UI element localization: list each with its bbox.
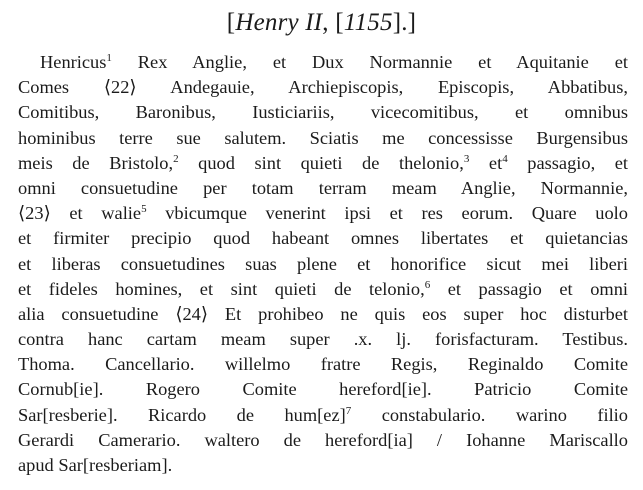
text-segment: passagio, et	[507, 152, 629, 173]
text-segment: quod sint quieti de thelonio,	[178, 152, 464, 173]
text-segment: apud Sar[resberiam].	[18, 455, 173, 475]
text-line	[18, 100, 628, 125]
heading-close-bracket: ].]	[392, 9, 417, 36]
text-line	[18, 75, 628, 100]
text-line	[18, 226, 628, 251]
text-segment: et liberas consuetudines suas plene et honorifice sicut mei liberi	[18, 253, 628, 274]
text-segment: Henricus	[40, 52, 107, 72]
text-segment: vbicumque venerint ipsi et res eorum. Quare uolo	[146, 203, 628, 224]
text-segment: alia consuetudine ⟨24⟩ Et prohibeo ne quis eos super hoc disturbet	[18, 303, 628, 324]
text-line	[18, 176, 628, 201]
text-segment: Sar[resberie]. Ricardo de hum[ez]	[18, 404, 346, 425]
text-line	[18, 50, 628, 75]
text-segment: Thoma. Cancellario. willelmo fratre Regis, Reginaldo Comite	[18, 354, 628, 375]
text-segment: ⟨23⟩ et walie	[18, 203, 142, 224]
footnote-marker: 6	[424, 278, 431, 291]
text-line	[18, 327, 628, 352]
text-segment: et	[469, 152, 503, 173]
text-segment: et passagio et omni	[430, 278, 628, 299]
footnote-marker: 1	[106, 52, 112, 64]
text-line	[18, 201, 628, 226]
text-line	[18, 277, 628, 302]
footnote-marker: 2	[173, 152, 179, 165]
footnote-marker: 7	[345, 404, 352, 417]
heading-year: 1155	[343, 9, 393, 36]
text-line	[18, 403, 628, 428]
heading-separator: , [	[322, 9, 344, 36]
text-line	[18, 252, 628, 277]
heading-king-name: Henry II	[235, 9, 323, 36]
text-line	[18, 151, 628, 176]
charter-body	[18, 50, 628, 478]
text-line	[18, 428, 628, 453]
text-segment: Rex Anglie, et Dux Normannie et Aquitanie et	[111, 52, 628, 72]
text-segment: contra hanc cartam meam super .x. lj. forisfacturam. Testibus.	[18, 329, 628, 350]
text-line	[18, 377, 628, 402]
text-line	[18, 352, 628, 377]
text-segment: Cornub[ie]. Rogero Comite hereford[ie]. Patricio Comite	[18, 379, 628, 400]
heading-open-bracket: [	[226, 9, 236, 36]
text-segment: Comes ⟨22⟩ Andegauie, Archiepiscopis, Episcopis, Abbatibus,	[18, 77, 628, 98]
charter-heading	[0, 8, 643, 38]
text-segment: meis de Bristolo,	[18, 152, 174, 173]
text-line	[18, 126, 628, 151]
text-segment: omni consuetudine per totam terram meam Anglie, Normannie,	[18, 177, 628, 198]
text-segment: et fideles homines, et sint quieti de telonio,	[18, 278, 425, 299]
text-line	[18, 302, 628, 327]
footnote-marker: 5	[141, 203, 147, 216]
text-segment: Gerardi Camerario. waltero de hereford[ia] / Iohanne Mariscallo	[18, 429, 628, 450]
footnote-marker: 4	[502, 152, 508, 165]
text-segment: et firmiter precipio quod habeant omnes libertates et quietancias	[18, 228, 628, 249]
text-segment: Comitibus, Baronibus, Iusticiariis, vicecomitibus, et omnibus	[18, 102, 628, 123]
text-segment: hominibus terre sue salutem. Sciatis me concessisse Burgensibus	[18, 127, 628, 148]
text-line	[18, 453, 628, 478]
text-segment: constabulario. warino filio	[351, 404, 628, 425]
footnote-marker: 3	[463, 152, 470, 165]
